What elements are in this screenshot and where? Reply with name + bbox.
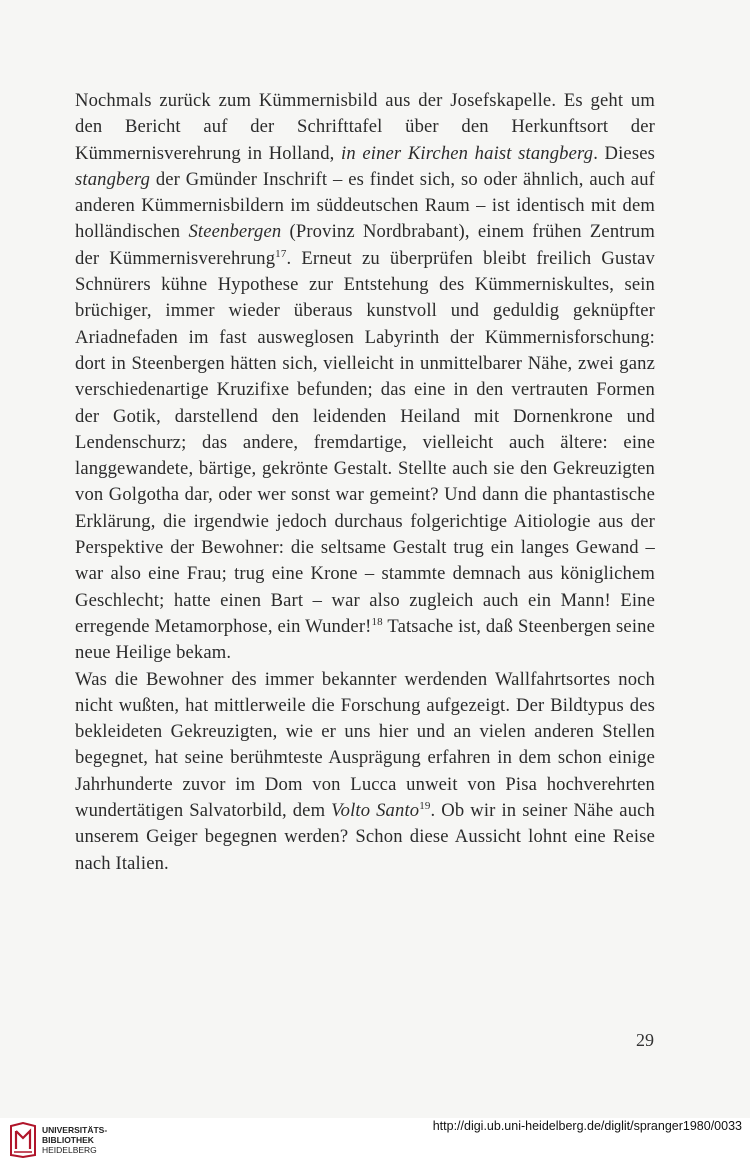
italic-quote: in einer Kirchen haist stangberg — [341, 142, 594, 164]
library-logo-icon — [8, 1122, 38, 1158]
footnote-ref-17: 17 — [275, 247, 287, 260]
italic-volto-santo: Volto Santo — [331, 800, 420, 822]
library-logo-text: UNIVERSITÄTS- BIBLIOTHEK HEIDELBERG — [42, 1125, 108, 1155]
body-text — [75, 88, 655, 877]
italic-term: stangberg — [75, 168, 151, 190]
source-url-link[interactable]: http://digi.ub.uni-heidelberg.de/diglit/spranger1980/0033 — [432, 1119, 742, 1133]
paragraph-1: Nochmals zurück zum Kümmernisbild aus der Josefskapelle. Es geht um den Bericht auf der Schrifttafel über den Herkunftsort der Kümmernisverehrung in Holland, in einer Kirchen haist stangberg. Dieses stangberg der Gmünder Inschrift – es findet sich, so oder ähnlich, auch auf anderen Kümmernisbildern im süddeutschen Raum – ist identisch mit dem holländischen Steenbergen (Provinz Nordbrabant), einem frühen Zentrum der Kümmernisverehrung$^{17}$. Erneut zu überprüfen bleibt freilich Gustav Schnürers kühne Hypothese zur Entstehung des Kümmerniskultes, sein brüchiger, immer wieder überaus kunstvoll und geduldig geknüpfter Ariadnefaden im fast ausweglosen Labyrinth der Kümmernisforschung: dort in Steenbergen hätten sich, vielleicht in unmittelbarer Nähe, zwei ganz verschiedenartige Kruzifixe befunden; das eine in den vertrauten Formen der Gotik, darstellend den leidenden Heiland mit Dornenkrone und Lendenschurz; das andere, fremdartige, vielleicht auch ältere: eine langgewandete, bärtige, gekrönte Gestalt. Stellte auch sie den Gekreuzigten von Golgotha dar, oder wer sonst war gemeint? Und dann die phantastische Erklärung, die irgendwie jedoch durchaus folgerichtige Aitiologie aus der Perspektive der Bewohner: die seltsame Gestalt trug ein langes Gewand – war also eine Frau; trug eine Krone – stammte demnach aus königlichem Geschlecht; hatte einen Bart – war also zugleich auch ein Mann! Eine erregende Metamorphose, ein Wunder!$^{18}$ Tatsache ist, daß Steenbergen seine neue Heilige bekam. — [75, 90, 656, 664]
footnote-ref-19: 19 — [419, 800, 431, 813]
footnote-ref-18: 18 — [371, 615, 383, 628]
paragraph-2: Was die Bewohner des immer bekannter werdenden Wallfahrtsortes noch nicht wußten, hat mittlerweile die Forschung aufgezeigt. Der Bildtypus des bekleideten Gekreuzigten, wie er uns hier und an vielen anderen Stellen begegnet, hat seine berühmteste Ausprägung erfahren in dem schon einige Jahrhunderte zuvor im Dom von Lucca unweit von Pisa hochverehrten wundertätigen Salvatorbild, dem Volto Santo$^{19}$. Ob wir in seiner Nähe auch unserem Geiger begegnen werden? Schon diese Aussicht lohnt eine Reise nach Italien. — [75, 668, 655, 874]
page-number: 29 — [636, 1030, 654, 1050]
italic-place: Steenbergen — [188, 221, 282, 243]
